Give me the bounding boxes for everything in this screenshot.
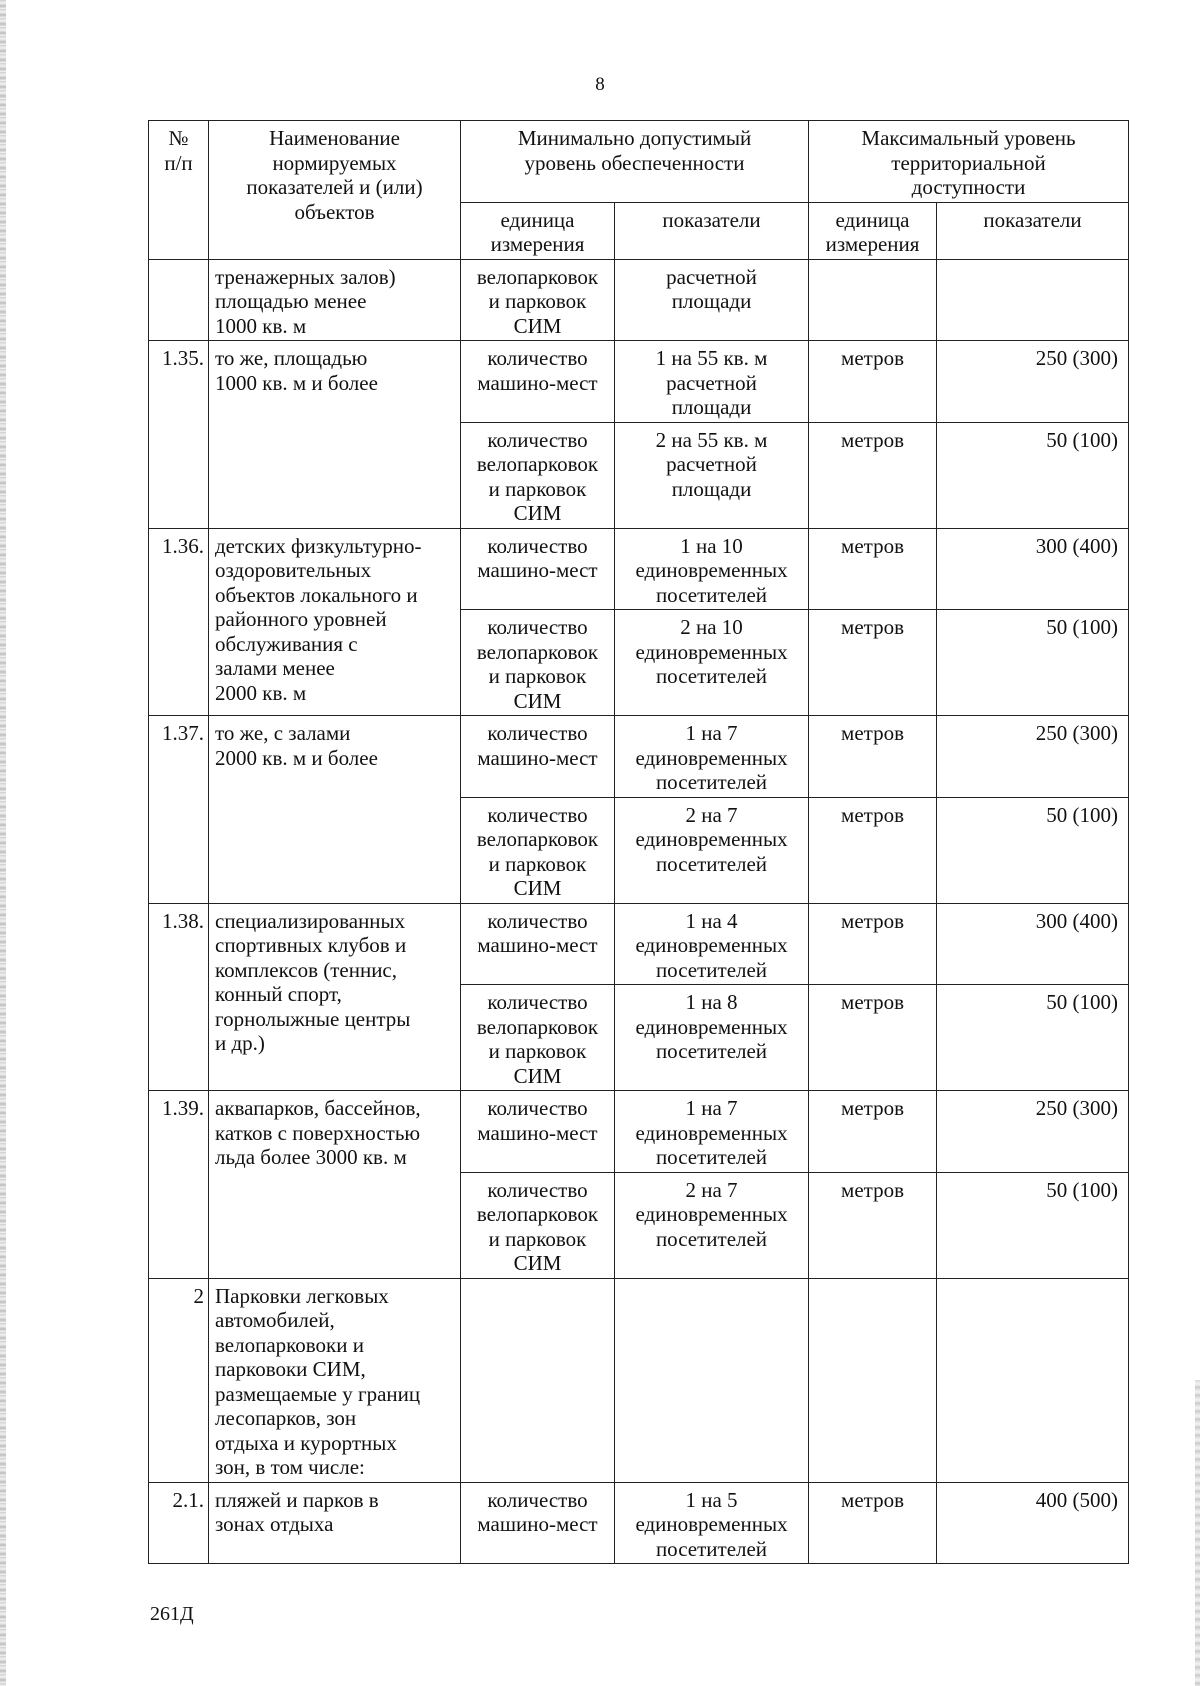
header-max-unit: единица измерения — [809, 202, 937, 259]
min-value-cell: 1 на 5 единовременных посетителей — [615, 1482, 809, 1564]
min-value-cell: 1 на 7 единовременных посетителей — [615, 716, 809, 798]
scan-edge-right — [1195, 1380, 1200, 1686]
indicator-name: то же, с залами 2000 кв. м и более — [209, 716, 461, 904]
header-min-unit: единица измерения — [461, 202, 615, 259]
row-number — [149, 259, 209, 341]
min-value-cell: 1 на 4 единовременных посетителей — [615, 903, 809, 985]
page-number: 8 — [595, 74, 605, 95]
indicator-name: Парковки легковых автомобилей, велопарковоки и парковоки СИМ, размещаемые у границ лесопарков, зон отдыха и курортных зон, в том числе: — [209, 1278, 461, 1482]
indicator-name: детских физкультурно- оздоровительных объектов локального и районного уровней обслуживания с залами менее 2000 кв. м — [209, 528, 461, 716]
min-value-cell: 1 на 10 единовременных посетителей — [615, 528, 809, 610]
max-unit-cell: метров — [809, 528, 937, 610]
max-unit-cell: метров — [809, 1172, 937, 1278]
min-unit-cell: количество машино-мест — [461, 903, 615, 985]
indicator-name: пляжей и парков в зонах отдыха — [209, 1482, 461, 1564]
header-max-level: Максимальный уровень территориальной доступности — [809, 121, 1129, 203]
min-value-cell: 2 на 7 единовременных посетителей — [615, 1172, 809, 1278]
max-unit-cell: метров — [809, 1482, 937, 1564]
indicator-name: аквапарков, бассейнов, катков с поверхностью льда более 3000 кв. м — [209, 1091, 461, 1279]
min-unit-cell: количество велопарковок и парковок СИМ — [461, 797, 615, 903]
table-row — [149, 716, 1129, 798]
scan-edge-left — [0, 0, 6, 1686]
max-unit-cell — [809, 1278, 937, 1482]
min-value-cell: 1 на 7 единовременных посетителей — [615, 1091, 809, 1173]
max-unit-cell: метров — [809, 797, 937, 903]
max-unit-cell: метров — [809, 422, 937, 528]
row-number: 1.36. — [149, 528, 209, 716]
min-unit-cell: количество велопарковок и парковок СИМ — [461, 1172, 615, 1278]
row-number: 1.39. — [149, 1091, 209, 1279]
table-row — [149, 1091, 1129, 1173]
footer-code: 261Д — [150, 1603, 194, 1625]
min-value-cell: 2 на 7 единовременных посетителей — [615, 797, 809, 903]
max-value-cell: 50 (100) — [937, 797, 1129, 903]
min-value-cell — [615, 1278, 809, 1482]
table-body — [149, 259, 1129, 1564]
row-number: 2 — [149, 1278, 209, 1482]
indicator-name: специализированных спортивных клубов и комплексов (теннис, конный спорт, горнолыжные центры и др.) — [209, 903, 461, 1091]
max-unit-cell: метров — [809, 341, 937, 423]
max-value-cell: 50 (100) — [937, 985, 1129, 1091]
max-unit-cell — [809, 259, 937, 341]
min-unit-cell: количество велопарковок и парковок СИМ — [461, 422, 615, 528]
min-unit-cell: велопарковок и парковок СИМ — [461, 259, 615, 341]
min-unit-cell — [461, 1278, 615, 1482]
max-value-cell: 250 (300) — [937, 1091, 1129, 1173]
table-row — [149, 259, 1129, 341]
max-unit-cell: метров — [809, 716, 937, 798]
min-unit-cell: количество машино-мест — [461, 1091, 615, 1173]
header-row-1 — [149, 121, 1129, 203]
min-value-cell: 1 на 8 единовременных посетителей — [615, 985, 809, 1091]
header-min-level: Минимально допустимый уровень обеспеченности — [461, 121, 809, 203]
min-value-cell: расчетной площади — [615, 259, 809, 341]
max-unit-cell: метров — [809, 903, 937, 985]
min-value-cell: 1 на 55 кв. м расчетной площади — [615, 341, 809, 423]
indicator-name: тренажерных залов) площадью менее 1000 кв. м — [209, 259, 461, 341]
max-value-cell: 50 (100) — [937, 422, 1129, 528]
max-value-cell: 250 (300) — [937, 716, 1129, 798]
max-value-cell: 250 (300) — [937, 341, 1129, 423]
min-unit-cell: количество машино-мест — [461, 716, 615, 798]
row-number: 2.1. — [149, 1482, 209, 1564]
table-row — [149, 528, 1129, 610]
min-unit-cell: количество велопарковок и парковок СИМ — [461, 985, 615, 1091]
min-value-cell: 2 на 55 кв. м расчетной площади — [615, 422, 809, 528]
header-min-indicators: показатели — [615, 202, 809, 259]
row-number: 1.38. — [149, 903, 209, 1091]
max-value-cell: 400 (500) — [937, 1482, 1129, 1564]
max-unit-cell: метров — [809, 610, 937, 716]
max-unit-cell: метров — [809, 1091, 937, 1173]
max-value-cell: 300 (400) — [937, 903, 1129, 985]
min-unit-cell: количество велопарковок и парковок СИМ — [461, 610, 615, 716]
max-value-cell — [937, 259, 1129, 341]
indicator-name: то же, площадью 1000 кв. м и более — [209, 341, 461, 529]
header-col-name: Наименование нормируемых показателей и (или) объектов — [209, 121, 461, 260]
table-row — [149, 903, 1129, 985]
table-row — [149, 1482, 1129, 1564]
max-value-cell — [937, 1278, 1129, 1482]
max-value-cell: 50 (100) — [937, 1172, 1129, 1278]
table-row — [149, 1278, 1129, 1482]
table-row — [149, 341, 1129, 423]
min-unit-cell: количество машино-мест — [461, 528, 615, 610]
header-col-num: № п/п — [149, 121, 209, 260]
header-max-indicators: показатели — [937, 202, 1129, 259]
standards-table — [148, 120, 1129, 1564]
row-number: 1.35. — [149, 341, 209, 529]
row-number: 1.37. — [149, 716, 209, 904]
min-unit-cell: количество машино-мест — [461, 341, 615, 423]
min-unit-cell: количество машино-мест — [461, 1482, 615, 1564]
min-value-cell: 2 на 10 единовременных посетителей — [615, 610, 809, 716]
max-value-cell: 300 (400) — [937, 528, 1129, 610]
max-value-cell: 50 (100) — [937, 610, 1129, 716]
max-unit-cell: метров — [809, 985, 937, 1091]
